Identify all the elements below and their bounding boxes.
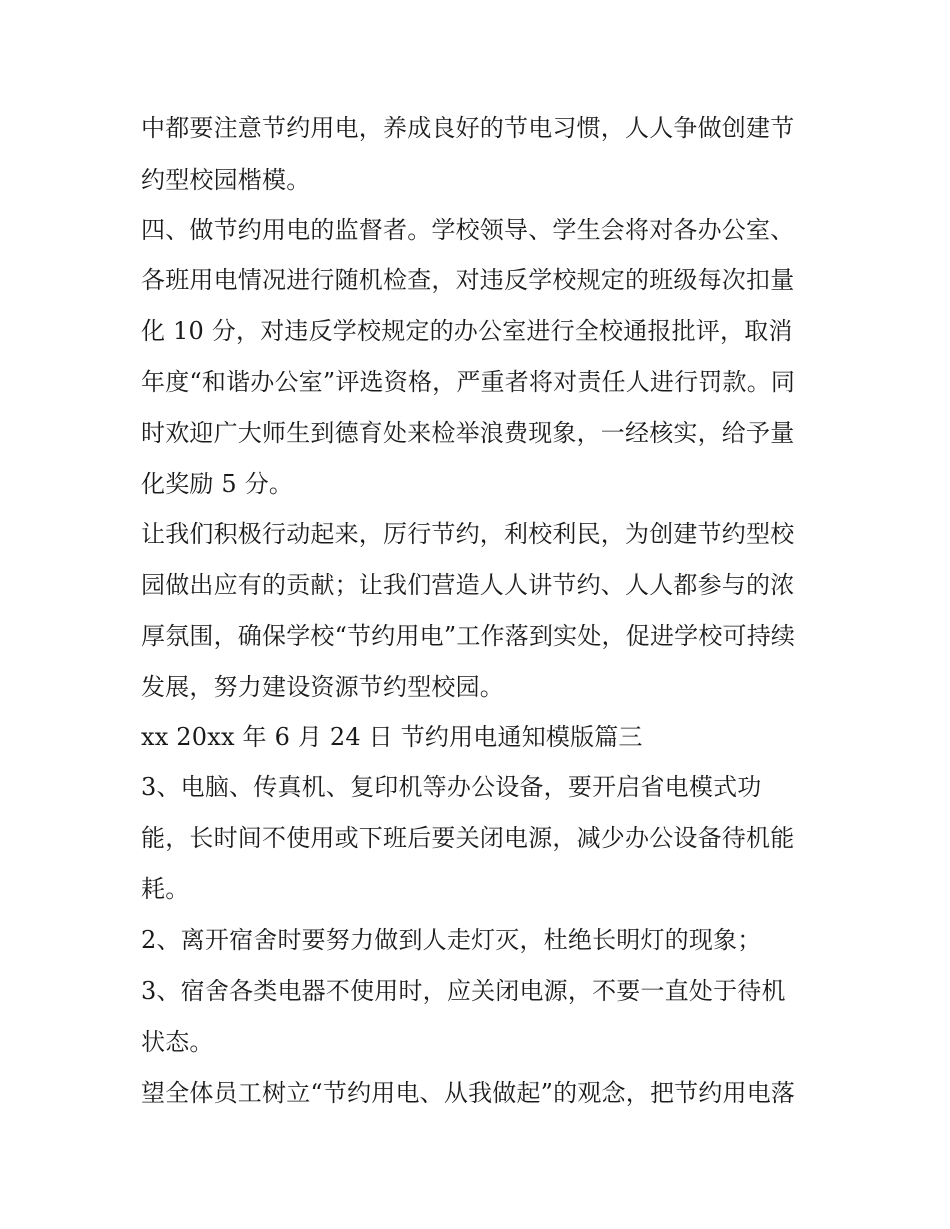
text-line: 化奖励 5 分。 [141, 470, 294, 498]
text-line: 2、离开宿舍时要努力做到人走灯灭，杜绝长明灯的现象； [141, 926, 762, 954]
text-line: 让我们积极行动起来，厉行节约，利校利民，为创建节约型校 [141, 520, 795, 548]
text-line: 发展，努力建设资源节约型校园。 [141, 673, 504, 701]
text-line: 化 10 分，对违反学校规定的办公室进行全校通报批评，取消 [141, 317, 793, 345]
text-line: 状态。 [141, 1028, 214, 1056]
text-line: 中都要注意节约用电，养成良好的节电习惯，人人争做创建节 [141, 114, 795, 142]
text-line: 四、做节约用电的监督者。学校领导、学生会将对各办公室、 [141, 216, 795, 244]
text-line: 3、宿舍各类电器不使用时，应关闭电源，不要一直处于待机 [141, 977, 786, 1005]
text-line: 时欢迎广大师生到德育处来检举浪费现象，一经核实，给予量 [141, 419, 795, 447]
text-line: 各班用电情况进行随机检查，对违反学校规定的班级每次扣量 [141, 266, 795, 294]
text-line: xx 20xx 年 6 月 24 日 节约用电通知模版篇三 [141, 723, 643, 751]
text-line: 园做出应有的贡献；让我们营造人人讲节约、人人都参与的浓 [141, 571, 795, 599]
text-line: 厚氛围，确保学校“节约用电”工作落到实处，促进学校可持续 [141, 622, 796, 650]
text-line: 能，长时间不使用或下班后要关闭电源，减少办公设备待机能 [141, 824, 795, 852]
text-line: 3、电脑、传真机、复印机等办公设备，要开启省电模式功 [141, 773, 762, 801]
text-line: 望全体员工树立“节约用电、从我做起”的观念，把节约用电落 [141, 1079, 796, 1107]
text-line: 约型校园楷模。 [141, 166, 311, 194]
text-line: 耗。 [141, 875, 190, 903]
text-line: 年度“和谐办公室”评选资格，严重者将对责任人进行罚款。同 [141, 368, 796, 396]
